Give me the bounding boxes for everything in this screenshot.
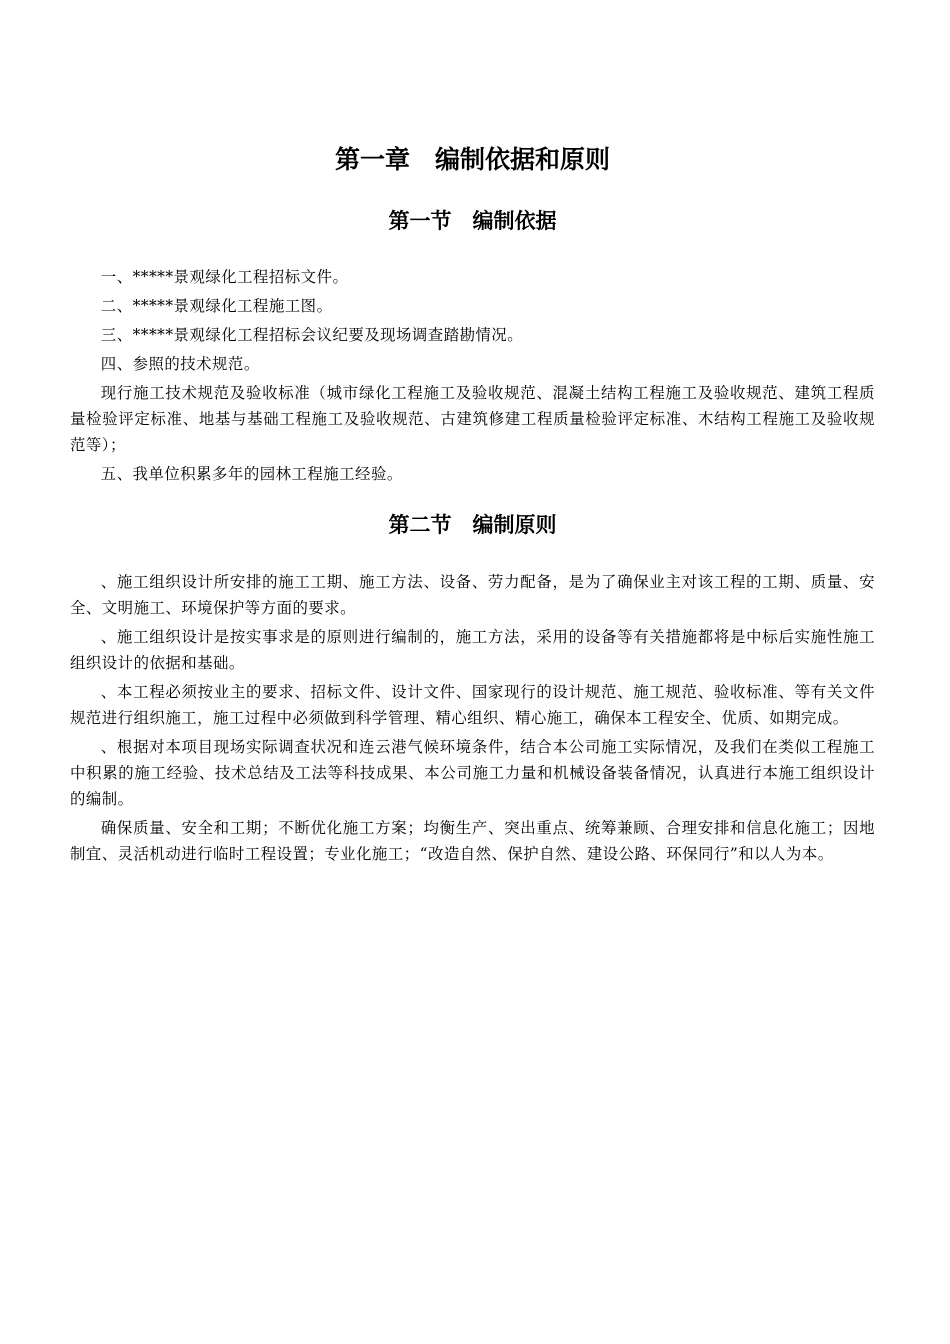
paragraph: 、施工组织设计是按实事求是的原则进行编制的，施工方法，采用的设备等有关措施都将是中标后实施性施工组织设计的依据和基础。	[70, 628, 875, 672]
paragraph: 四、参照的技术规范。	[100, 355, 260, 373]
paragraph: 二、*****景观绿化工程施工图。	[100, 297, 333, 315]
paragraph: 三、*****景观绿化工程招标会议纪要及现场调查踏勘情况。	[100, 326, 524, 344]
section-title-basis: 第一节 编制依据	[388, 209, 557, 233]
section-title-principles: 第二节 编制原则	[388, 513, 557, 537]
paragraph: 确保质量、安全和工期；不断优化施工方案；均衡生产、突出重点、统筹兼顾、合理安排和信息化施工；因地制宜、灵活机动进行临时工程设置；专业化施工；“改造自然、保护自然、建设公路、环保同行”和以人为本。	[70, 819, 875, 863]
paragraph: 、根据对本项目现场实际调查状况和连云港气候环境条件，结合本公司施工实际情况，及我们在类似工程施工中积累的施工经验、技术总结及工法等科技成果、本公司施工力量和机械设备装备情况，认真进行本施工组织设计的编制。	[70, 738, 875, 808]
paragraph: 现行施工技术规范及验收标准（城市绿化工程施工及验收规范、混凝土结构工程施工及验收规范、建筑工程质量检验评定标准、地基与基础工程施工及验收规范、古建筑修建工程质量检验评定标准、木结构工程施工及验收规范等）；	[70, 384, 875, 454]
chapter-title: 第一章 编制依据和原则	[334, 145, 610, 174]
paragraph: 、本工程必须按业主的要求、招标文件、设计文件、国家现行的设计规范、施工规范、验收标准、等有关文件规范进行组织施工，施工过程中必须做到科学管理、精心组织、精心施工，确保本工程安全、优质、如期完成。	[70, 683, 875, 727]
section-body-principles	[70, 569, 875, 870]
paragraph: 一、*****景观绿化工程招标文件。	[100, 268, 349, 286]
paragraph: 、施工组织设计所安排的施工工期、施工方法、设备、劳力配备，是为了确保业主对该工程的工期、质量、安全、文明施工、环境保护等方面的要求。	[70, 573, 875, 617]
paragraph: 五、我单位积累多年的园林工程施工经验。	[100, 465, 403, 483]
section-body-basis	[70, 264, 875, 490]
